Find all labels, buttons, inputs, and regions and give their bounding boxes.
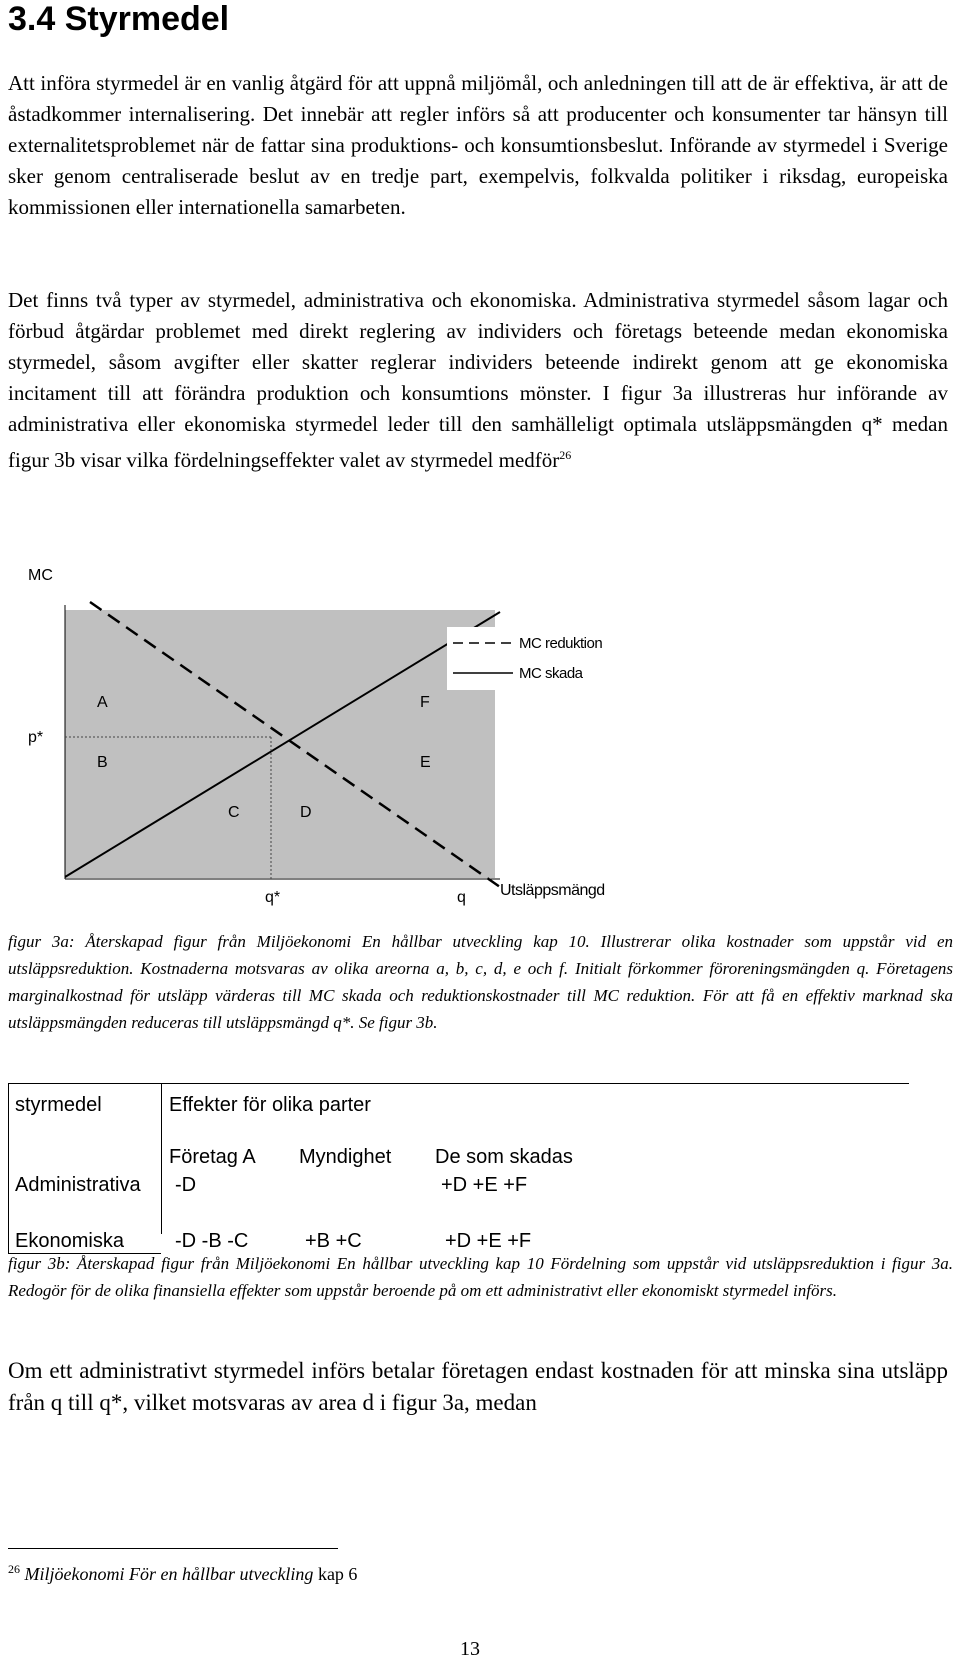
footnote-rule	[8, 1548, 338, 1549]
q-label: q	[457, 889, 466, 906]
figure-3a	[25, 597, 665, 962]
footnote	[8, 1562, 357, 1585]
x-axis-label: Utsläppsmängd	[500, 882, 605, 899]
p-star-label: p*	[28, 729, 44, 746]
footnote-suffix: kap 6	[317, 1564, 358, 1584]
row-ekonomiska-myndighet: +B +C	[305, 1230, 362, 1252]
table-title: Effekter för olika parter	[169, 1094, 371, 1116]
legend	[447, 627, 621, 690]
party-foretag-a: Företag A	[169, 1146, 256, 1168]
paragraph-types	[8, 285, 948, 476]
table-3b	[8, 1083, 909, 1254]
area-d-label: D	[300, 804, 312, 821]
footnote-ref: 26	[559, 448, 572, 462]
area-e-label: E	[420, 754, 431, 771]
table-col-header: styrmedel	[15, 1094, 102, 1116]
row-ekonomiska-foretag: -D -B -C	[175, 1230, 249, 1252]
area-c-label: C	[228, 804, 240, 821]
row-administrativa-skadas: +D +E +F	[441, 1174, 528, 1196]
party-de-som-skadas: De som skadas	[435, 1146, 573, 1168]
row-administrativa-label: Administrativa	[15, 1174, 141, 1196]
footnote-number: 26	[8, 1562, 20, 1576]
row-administrativa-foretag: -D	[175, 1174, 197, 1196]
paragraph-types-text: Det finns två typer av styrmedel, administrativa och ekonomiska. Administrativa styrmedel såsom lagar och förbud åtgärdar problemet med direkt reglering av individers och företags beteende medan ekonomiska styrmedel, såsom avgifter eller skatter reglerar individers beteende indirekt genom att ge ekonomiska incitament till att förändra produktion och konsumtions mönster. I figur 3a illustreras hur införande av administrativa eller ekonomiska styrmedel leder till den samhälleligt optimala utsläppsmängden q* medan figur 3b visar vilka fördelningseffekter valet av styrmedel medför	[8, 288, 948, 472]
area-f-label: F	[420, 694, 430, 711]
area-b-label: B	[97, 754, 108, 771]
legend-mc-skada: MC skada	[519, 665, 583, 682]
paragraph-intro: Att införa styrmedel är en vanlig åtgärd för att uppnå miljömål, och anledningen till att de är effektiva, är att de åstadkommer internalisering. Det innebär att regler införs så att producenter och konsumenter tar hänsyn till externalitetsproblemet när de fattar sina produktions- och konsumtionsbeslut. Införande av styrmedel i Sverige sker genom centraliserade beslut av en tredje part, exempelvis, folkvalda politiker i riksdag, europeiska kommissionen eller internationella samarbeten.	[8, 71, 948, 219]
legend-mc-reduktion: MC reduktion	[519, 635, 603, 652]
section-heading: 3.4 Styrmedel	[8, 0, 230, 38]
area-a-label: A	[97, 694, 108, 711]
row-ekonomiska-label-text: Ekonomiska	[15, 1230, 124, 1252]
q-star-label: q*	[265, 889, 281, 906]
party-myndighet: Myndighet	[299, 1146, 392, 1168]
row-ekonomiska-skadas: +D +E +F	[445, 1230, 532, 1252]
paragraph-administrative: Om ett administrativt styrmedel införs betalar företagen endast kostnaden för att minska sina utsläpp från q till q*, vilket motsvaras av area d i figur 3a, medan	[8, 1358, 948, 1415]
figure-3a-caption: figur 3a: Återskapad figur från Miljöekonomi En hållbar utveckling kap 10. Illustrerar olika kostnader som uppstår vid en utsläppsreduktion. Kostnaderna motsvaras av olika areorna a, b, c, d, e och f. Initialt förkommer föroreningsmängden q. Företagens marginalkostnad för utsläpp värderas till MC skada och reduktionskostnader till MC reduktion. För att få en effektiv marknad ska utsläppsmängden reduceras till utsläppsmängd q*. Se figur 3b.	[8, 932, 953, 1032]
figure-3b-caption: figur 3b: Återskapad figur från Miljöekonomi En hållbar utveckling kap 10 Fördelning som uppstår vid utsläppsreduktion i figur 3a. Redogör för de olika finansiella effekter som uppstår beroende på om ett administrativt eller ekonomiskt styrmedel införs.	[8, 1254, 953, 1300]
page-number: 13	[460, 1638, 480, 1660]
table-divider	[161, 1084, 162, 1234]
figure-3a-y-label: MC	[28, 567, 53, 584]
footnote-title: Miljöekonomi För en hållbar utveckling	[24, 1564, 314, 1584]
